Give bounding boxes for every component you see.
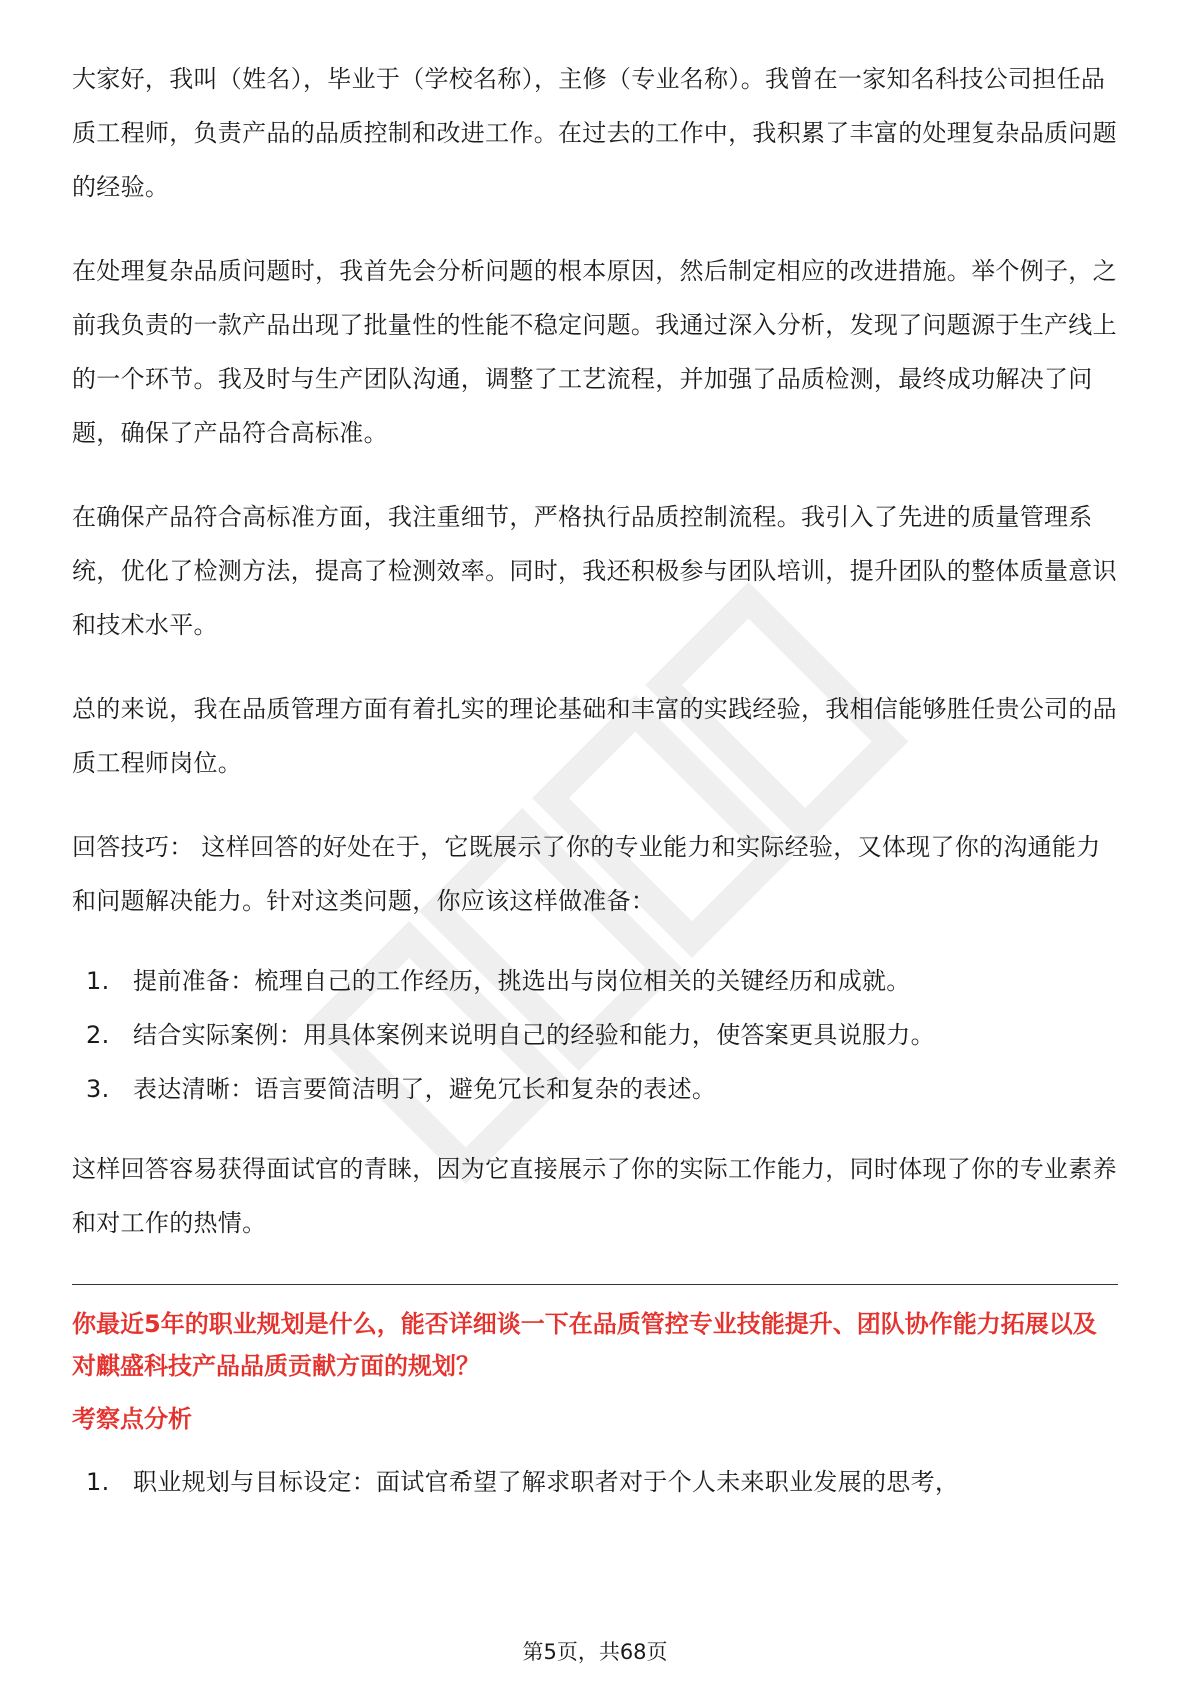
analysis-title: 考察点分析	[72, 1405, 192, 1433]
list-item-number: 2.	[86, 1021, 110, 1049]
list-item-text: 提前准备：梳理自己的工作经历，挑选出与岗位相关的关键经历和成就。	[133, 967, 911, 995]
list-item-number: 1.	[86, 1468, 110, 1496]
list-item	[86, 1062, 1118, 1116]
answer-tips-paragraph: 回答技巧： 这样回答的好处在于，它既展示了你的专业能力和实际经验，又体现了你的沟通能力和问题解决能力。针对这类问题，你应该这样做准备：	[72, 833, 1101, 915]
list-item	[86, 1455, 1118, 1509]
list-item-number: 3.	[86, 1075, 110, 1103]
section-divider	[72, 1284, 1118, 1285]
answer-paragraph-closing: 这样回答容易获得面试官的青睐，因为它直接展示了你的实际工作能力，同时体现了你的专业素养和对工作的热情。	[72, 1155, 1117, 1237]
tips-list	[72, 954, 1118, 1116]
page-footer: 第5页，共68页	[522, 1640, 668, 1664]
list-item-text: 结合实际案例：用具体案例来说明自己的经验和能力，使答案更具说服力。	[133, 1021, 935, 1049]
next-question-heading: 你最近5年的职业规划是什么，能否详细谈一下在品质管控专业技能提升、团队协作能力拓展以及对麒盛科技产品品质贡献方面的规划？	[72, 1310, 1097, 1380]
list-item	[86, 954, 1118, 1008]
list-item-number: 1.	[86, 967, 110, 995]
answer-paragraph-summary: 总的来说，我在品质管理方面有着扎实的理论基础和丰富的实践经验，我相信能够胜任贵公司的品质工程师岗位。	[72, 695, 1117, 777]
answer-paragraph-intro: 大家好，我叫（姓名），毕业于（学校名称），主修（专业名称）。我曾在一家知名科技公司担任品质工程师，负责产品的品质控制和改进工作。在过去的工作中，我积累了丰富的处理复杂品质问题的经验。	[72, 65, 1117, 201]
list-item-text: 表达清晰：语言要简洁明了，避免冗长和复杂的表述。	[133, 1075, 717, 1103]
list-item	[86, 1008, 1118, 1062]
list-item-text: 职业规划与目标设定：面试官希望了解求职者对于个人未来职业发展的思考，	[133, 1468, 960, 1496]
answer-paragraph-example: 在处理复杂品质问题时，我首先会分析问题的根本原因，然后制定相应的改进措施。举个例子，之前我负责的一款产品出现了批量性的性能不稳定问题。我通过深入分析，发现了问题源于生产线上的一个环节。我及时与生产团队沟通，调整了工艺流程，并加强了品质检测，最终成功解决了问题，确保了产品符合高标准。	[72, 257, 1117, 447]
analysis-list	[72, 1455, 1118, 1509]
document-page	[72, 52, 1118, 1535]
answer-paragraph-standards: 在确保产品符合高标准方面，我注重细节，严格执行品质控制流程。我引入了先进的质量管理系统，优化了检测方法，提高了检测效率。同时，我还积极参与团队培训，提升团队的整体质量意识和技术水平。	[72, 503, 1117, 639]
